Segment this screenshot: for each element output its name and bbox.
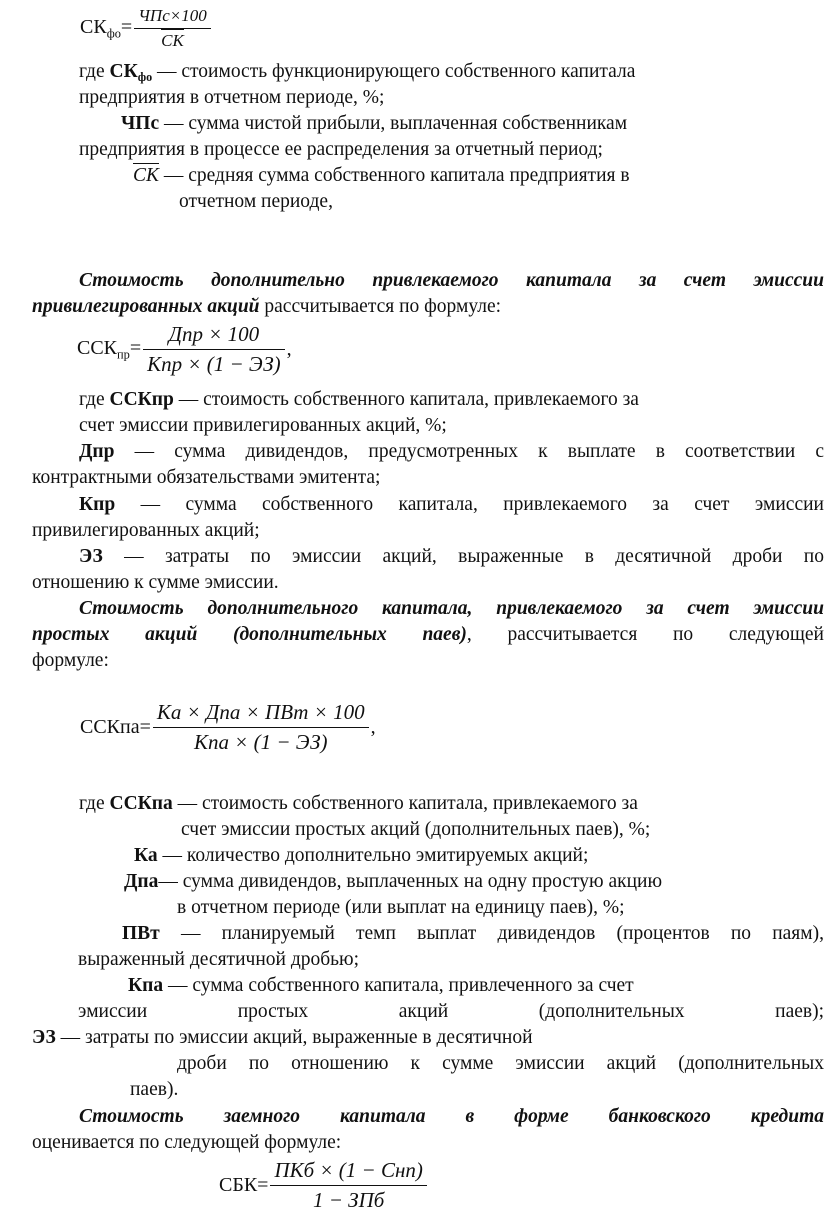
definition-line: Кпр — сумма собственного капитала, привлекаемого за счет эмиссии (79, 494, 824, 515)
definition-line: предприятия в отчетном периоде, %; (79, 87, 385, 108)
formula-lhs: СБК= (219, 1174, 269, 1196)
section-heading-line: формуле: (32, 650, 109, 671)
definition-line: где $СК_{фо}$ — стоимость функционирующего собственного капитала (79, 61, 636, 85)
formula-fraction (270, 1158, 426, 1213)
definition-line: выраженный десятичной дробью; (78, 949, 360, 970)
definition-line: Ка — количество дополнительно эмитируемых акций; (134, 845, 589, 866)
definition-line: ЭЗ — затраты по эмиссии акций, выраженные в десятичной дроби по (79, 546, 824, 567)
definition-line: где ССКпа — стоимость собственного капитала, привлекаемого за (79, 793, 638, 814)
definition-line: отчетном периоде, (179, 191, 333, 212)
formula-numerator: Дпр × 100 (168, 322, 260, 346)
formula-fraction (134, 6, 211, 51)
section-heading: Стоимость дополнительного капитала, привлекаемого за счет эмиссии (79, 598, 824, 619)
section-heading-line: привилегированных акций рассчитывается по формуле: (32, 296, 502, 317)
definition-line: Дпр — сумма дивидендов, предусмотренных к выплате в соответствии с (79, 441, 824, 462)
formula-lhs: ССКпа= (80, 716, 151, 738)
formula-denominator: Кпр × (1 − ЭЗ) (147, 352, 281, 376)
formula-numerator: ЧПс×100 (138, 6, 207, 25)
definition-line: где ССКпр — стоимость собственного капитала, привлекаемого за (79, 389, 639, 410)
formula-lhs: $ССК_{пр}=$ (77, 336, 142, 362)
formula-denominator: 1 − ЗПб (313, 1188, 385, 1212)
formula-fraction (143, 322, 284, 377)
definition-line: Кпа — сумма собственного капитала, привлеченного за счет (128, 975, 634, 996)
formula-denominator: Кпа × (1 − ЭЗ) (194, 730, 328, 754)
formula-ssk-pa: ССКпа= $\frac{\text{Ка × Дпа × ПВт × 100}}{\text{Кпа × (1 − ЭЗ)}}$ , (80, 700, 376, 754)
section-heading: Стоимость дополнительно привлекаемого капитала за счет эмиссии (79, 270, 824, 291)
definition-line: контрактными обязательствами эмитента; (32, 467, 381, 488)
definition-line: эмиссии простых акций (дополнительных паев); (78, 1001, 824, 1022)
section-heading-line: оценивается по следующей формуле: (32, 1132, 342, 1153)
definition-line: СК — средняя сумма собственного капитала предприятия в (133, 165, 630, 186)
formula-sk-fo (80, 6, 213, 51)
definition-line: привилегированных акций; (32, 520, 260, 541)
definition-line: счет эмиссии привилегированных акций, %; (79, 415, 447, 436)
definition-line: дроби по отношению к сумме эмиссии акций (дополнительных (177, 1053, 824, 1074)
definition-line: паев). (130, 1079, 179, 1100)
definition-line: ПВт — планируемый темп выплат дивидендов (процентов по паям), (122, 923, 824, 944)
section-heading: Стоимость заемного капитала в форме банковского кредита (79, 1106, 824, 1127)
formula-numerator: Ка × Дпа × ПВт × 100 (156, 700, 365, 724)
definition-line: отношению к сумме эмиссии. (32, 572, 279, 593)
formula-lhs: $СК_{фо}=$ (80, 15, 133, 41)
formula-numerator: ПКб × (1 − Снп) (274, 1158, 423, 1182)
definition-line: Дпа— сумма дивидендов, выплаченных на одну простую акцию (124, 871, 663, 892)
definition-line: счет эмиссии простых акций (дополнительных паев), %; (181, 819, 651, 840)
definition-line: ЭЗ — затраты по эмиссии акций, выраженные в десятичной (32, 1027, 533, 1048)
definition-line: в отчетном периоде (или выплат на единицу паев), %; (177, 897, 625, 918)
definition-line: ЧПс — сумма чистой прибыли, выплаченная собственникам (121, 113, 628, 134)
section-heading-line: простых акций (дополнительных паев), рассчитывается по следующей (32, 624, 824, 645)
formula-denominator: СК (161, 31, 184, 50)
formula-sbk (219, 1158, 429, 1213)
formula-fraction (153, 700, 369, 755)
definition-line: предприятия в процессе ее распределения за отчетный период; (79, 139, 603, 160)
formula-ssk-pr: $ССК_{пр}=$ $\frac{\text{Дпр × 100}}{\text{Кпр × (1 − ЭЗ)}}$ , (77, 322, 292, 376)
